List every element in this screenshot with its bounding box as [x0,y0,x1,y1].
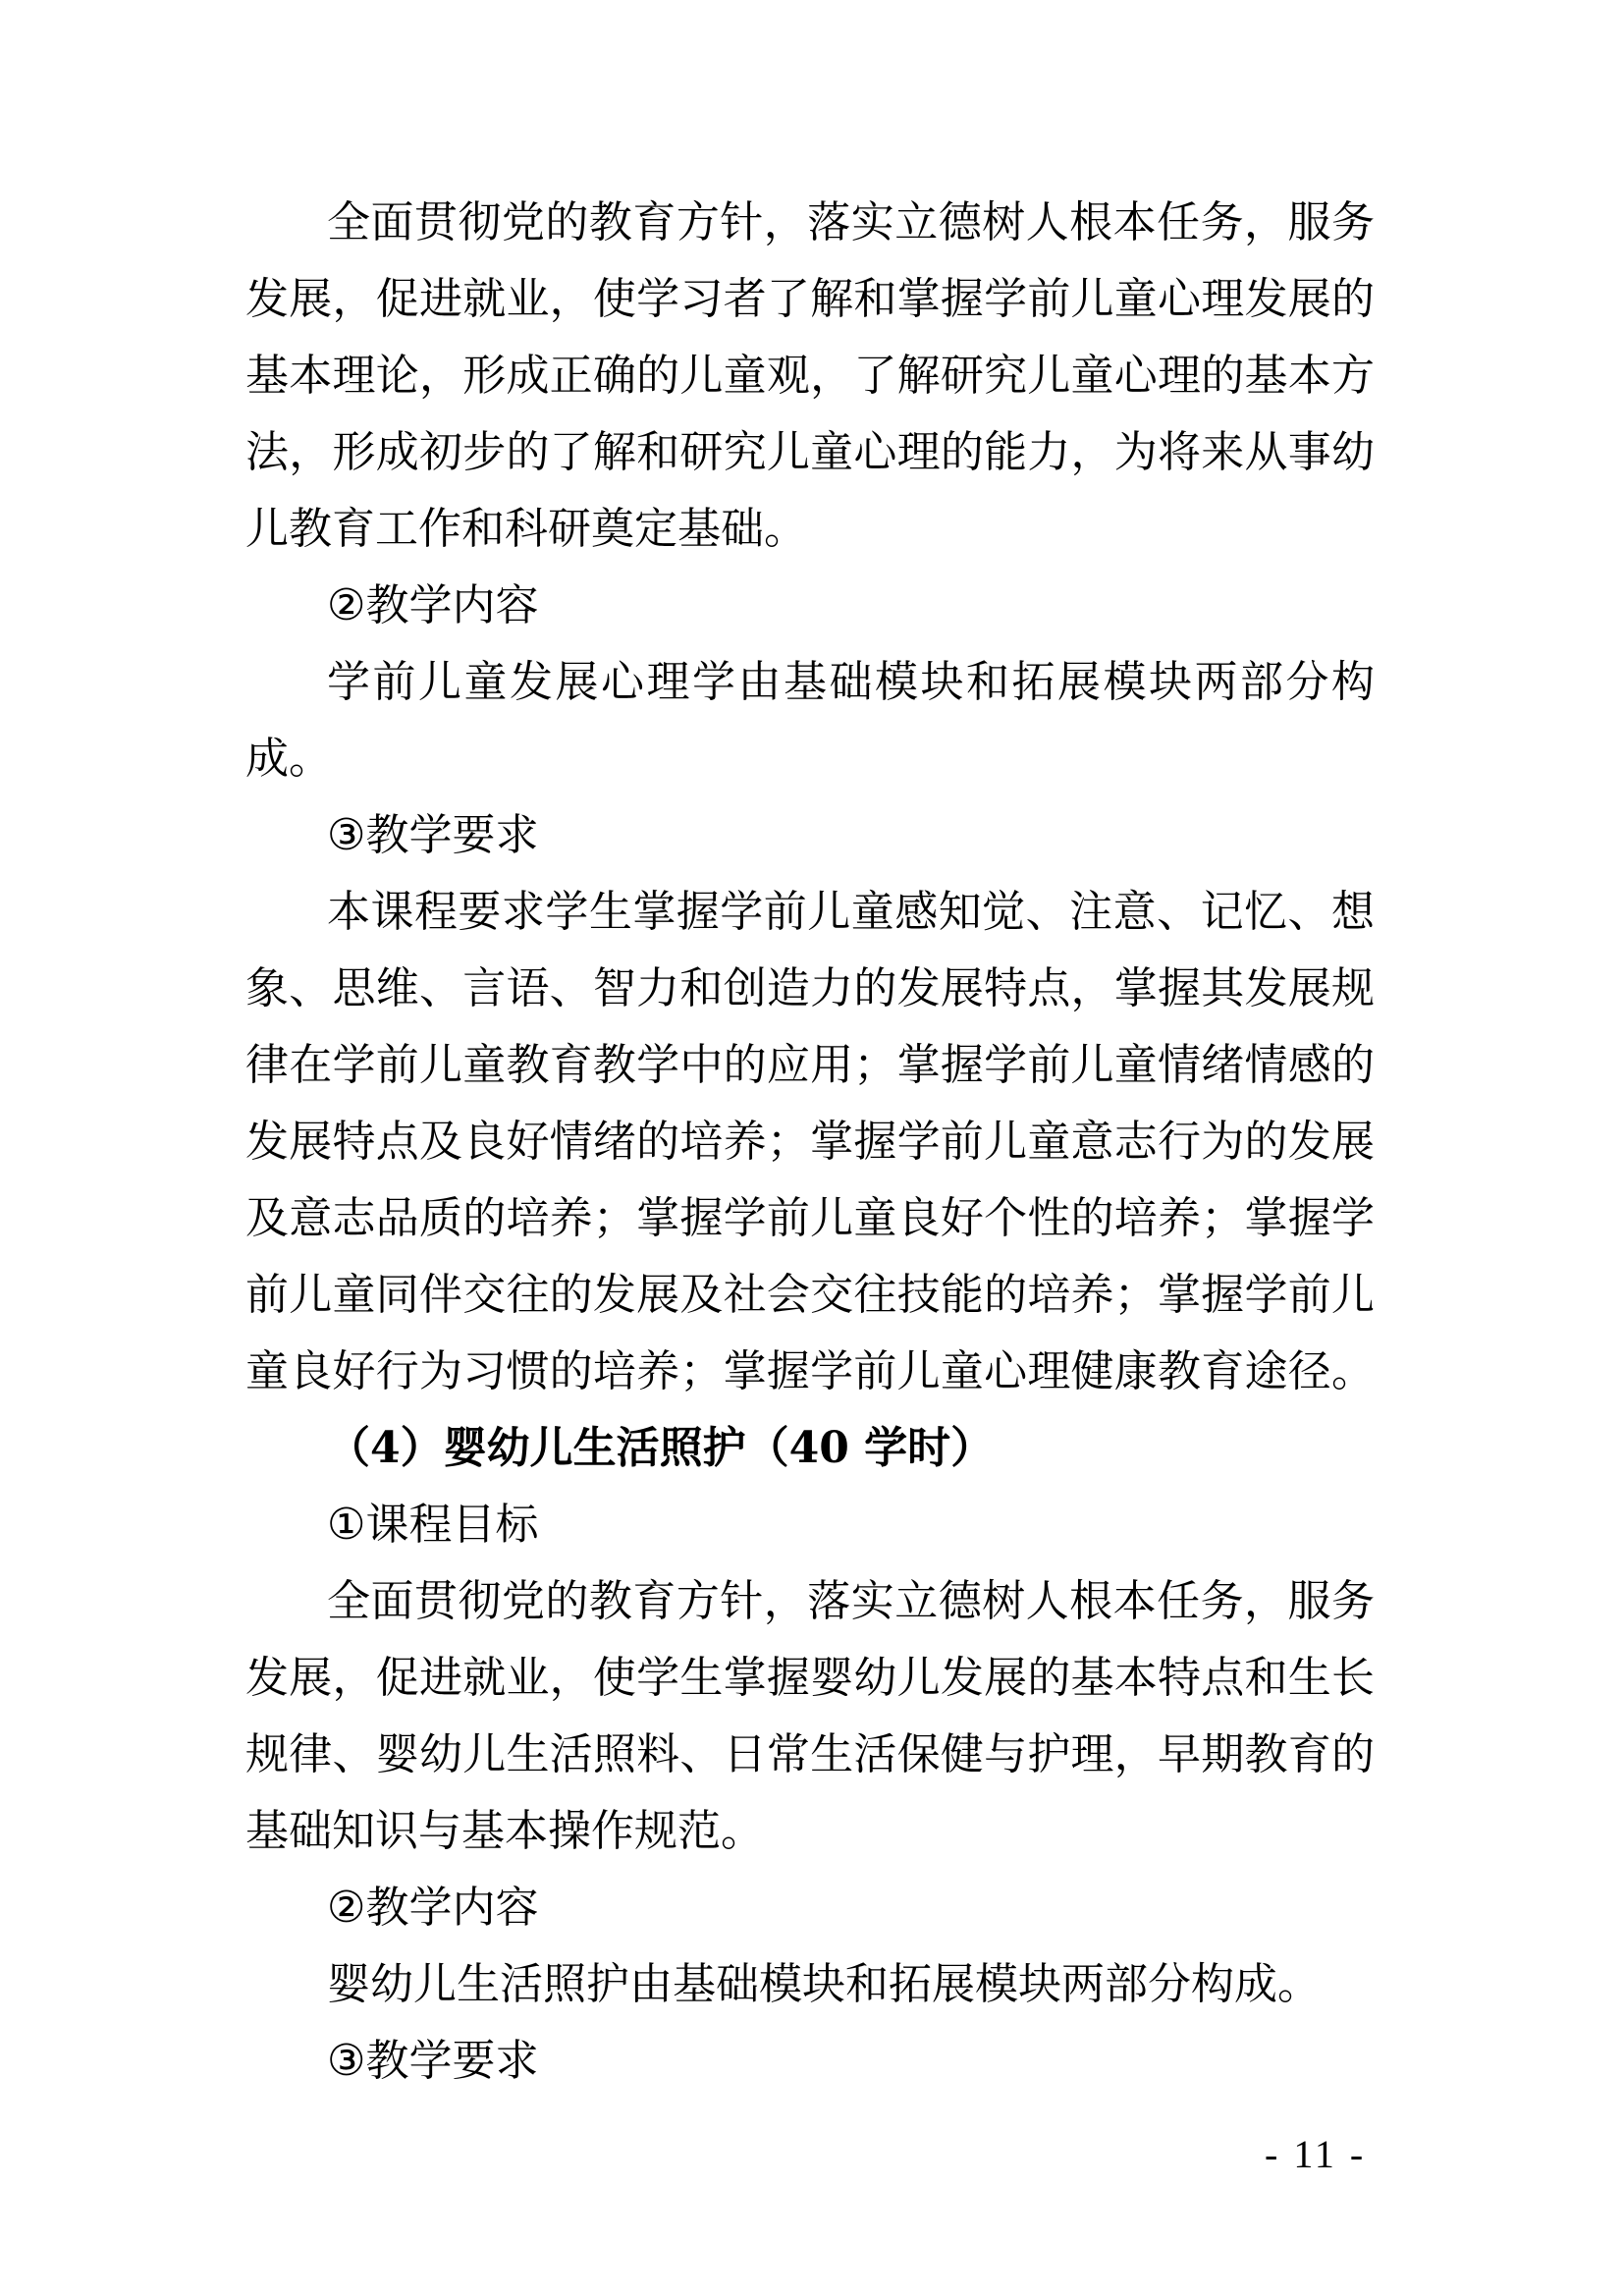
text-line: 童良好行为习惯的培养；掌握学前儿童心理健康教育途径。 [245,1346,1375,1396]
text-line: ③教学要求 [327,810,539,860]
text-line: 成。 [245,734,332,784]
text-line: 规律、婴幼儿生活照料、日常生活保健与护理，早期教育的 [245,1729,1375,1779]
text-line: 律在学前儿童教育教学中的应用；掌握学前儿童情绪情感的 [245,1040,1375,1090]
text-line: 发展特点及良好情绪的培养；掌握学前儿童意志行为的发展 [245,1117,1375,1167]
text-line: 本课程要求学生掌握学前儿童感知觉、注意、记忆、想 [327,887,1375,937]
text-line: 基本理论，形成正确的儿童观，了解研究儿童心理的基本方 [245,351,1375,401]
text-line: 全面贯彻党的教育方针，落实立德树人根本任务，服务 [327,197,1375,247]
section-heading: （4）婴幼儿生活照护（40 学时） [327,1423,995,1473]
page-number: - 11 - [1265,2132,1367,2176]
text-line: 学前儿童发展心理学由基础模块和拓展模块两部分构 [327,657,1375,707]
text-block [245,185,1375,2100]
text-line: 法，形成初步的了解和研究儿童心理的能力，为将来从事幼 [245,427,1375,477]
text-line: 基础知识与基本操作规范。 [245,1806,764,1856]
text-line: ②教学内容 [327,580,539,630]
text-line: 全面贯彻党的教育方针，落实立德树人根本任务，服务 [327,1576,1375,1626]
text-line: ③教学要求 [327,2036,539,2086]
text-line: 象、思维、言语、智力和创造力的发展特点，掌握其发展规 [245,963,1375,1013]
text-line: ②教学内容 [327,1883,539,1933]
text-line: 及意志品质的培养；掌握学前儿童良好个性的培养；掌握学 [245,1193,1375,1243]
text-line: 前儿童同伴交往的发展及社会交往技能的培养；掌握学前儿 [245,1270,1375,1320]
text-line: 发展，促进就业，使学生掌握婴幼儿发展的基本特点和生长 [245,1653,1375,1703]
text-line: ①课程目标 [327,1500,539,1550]
text-line: 儿教育工作和科研奠定基础。 [245,504,807,554]
text-line: 发展，促进就业，使学习者了解和掌握学前儿童心理发展的 [245,274,1375,324]
text-line: 婴幼儿生活照护由基础模块和拓展模块两部分构成。 [327,1959,1321,2009]
